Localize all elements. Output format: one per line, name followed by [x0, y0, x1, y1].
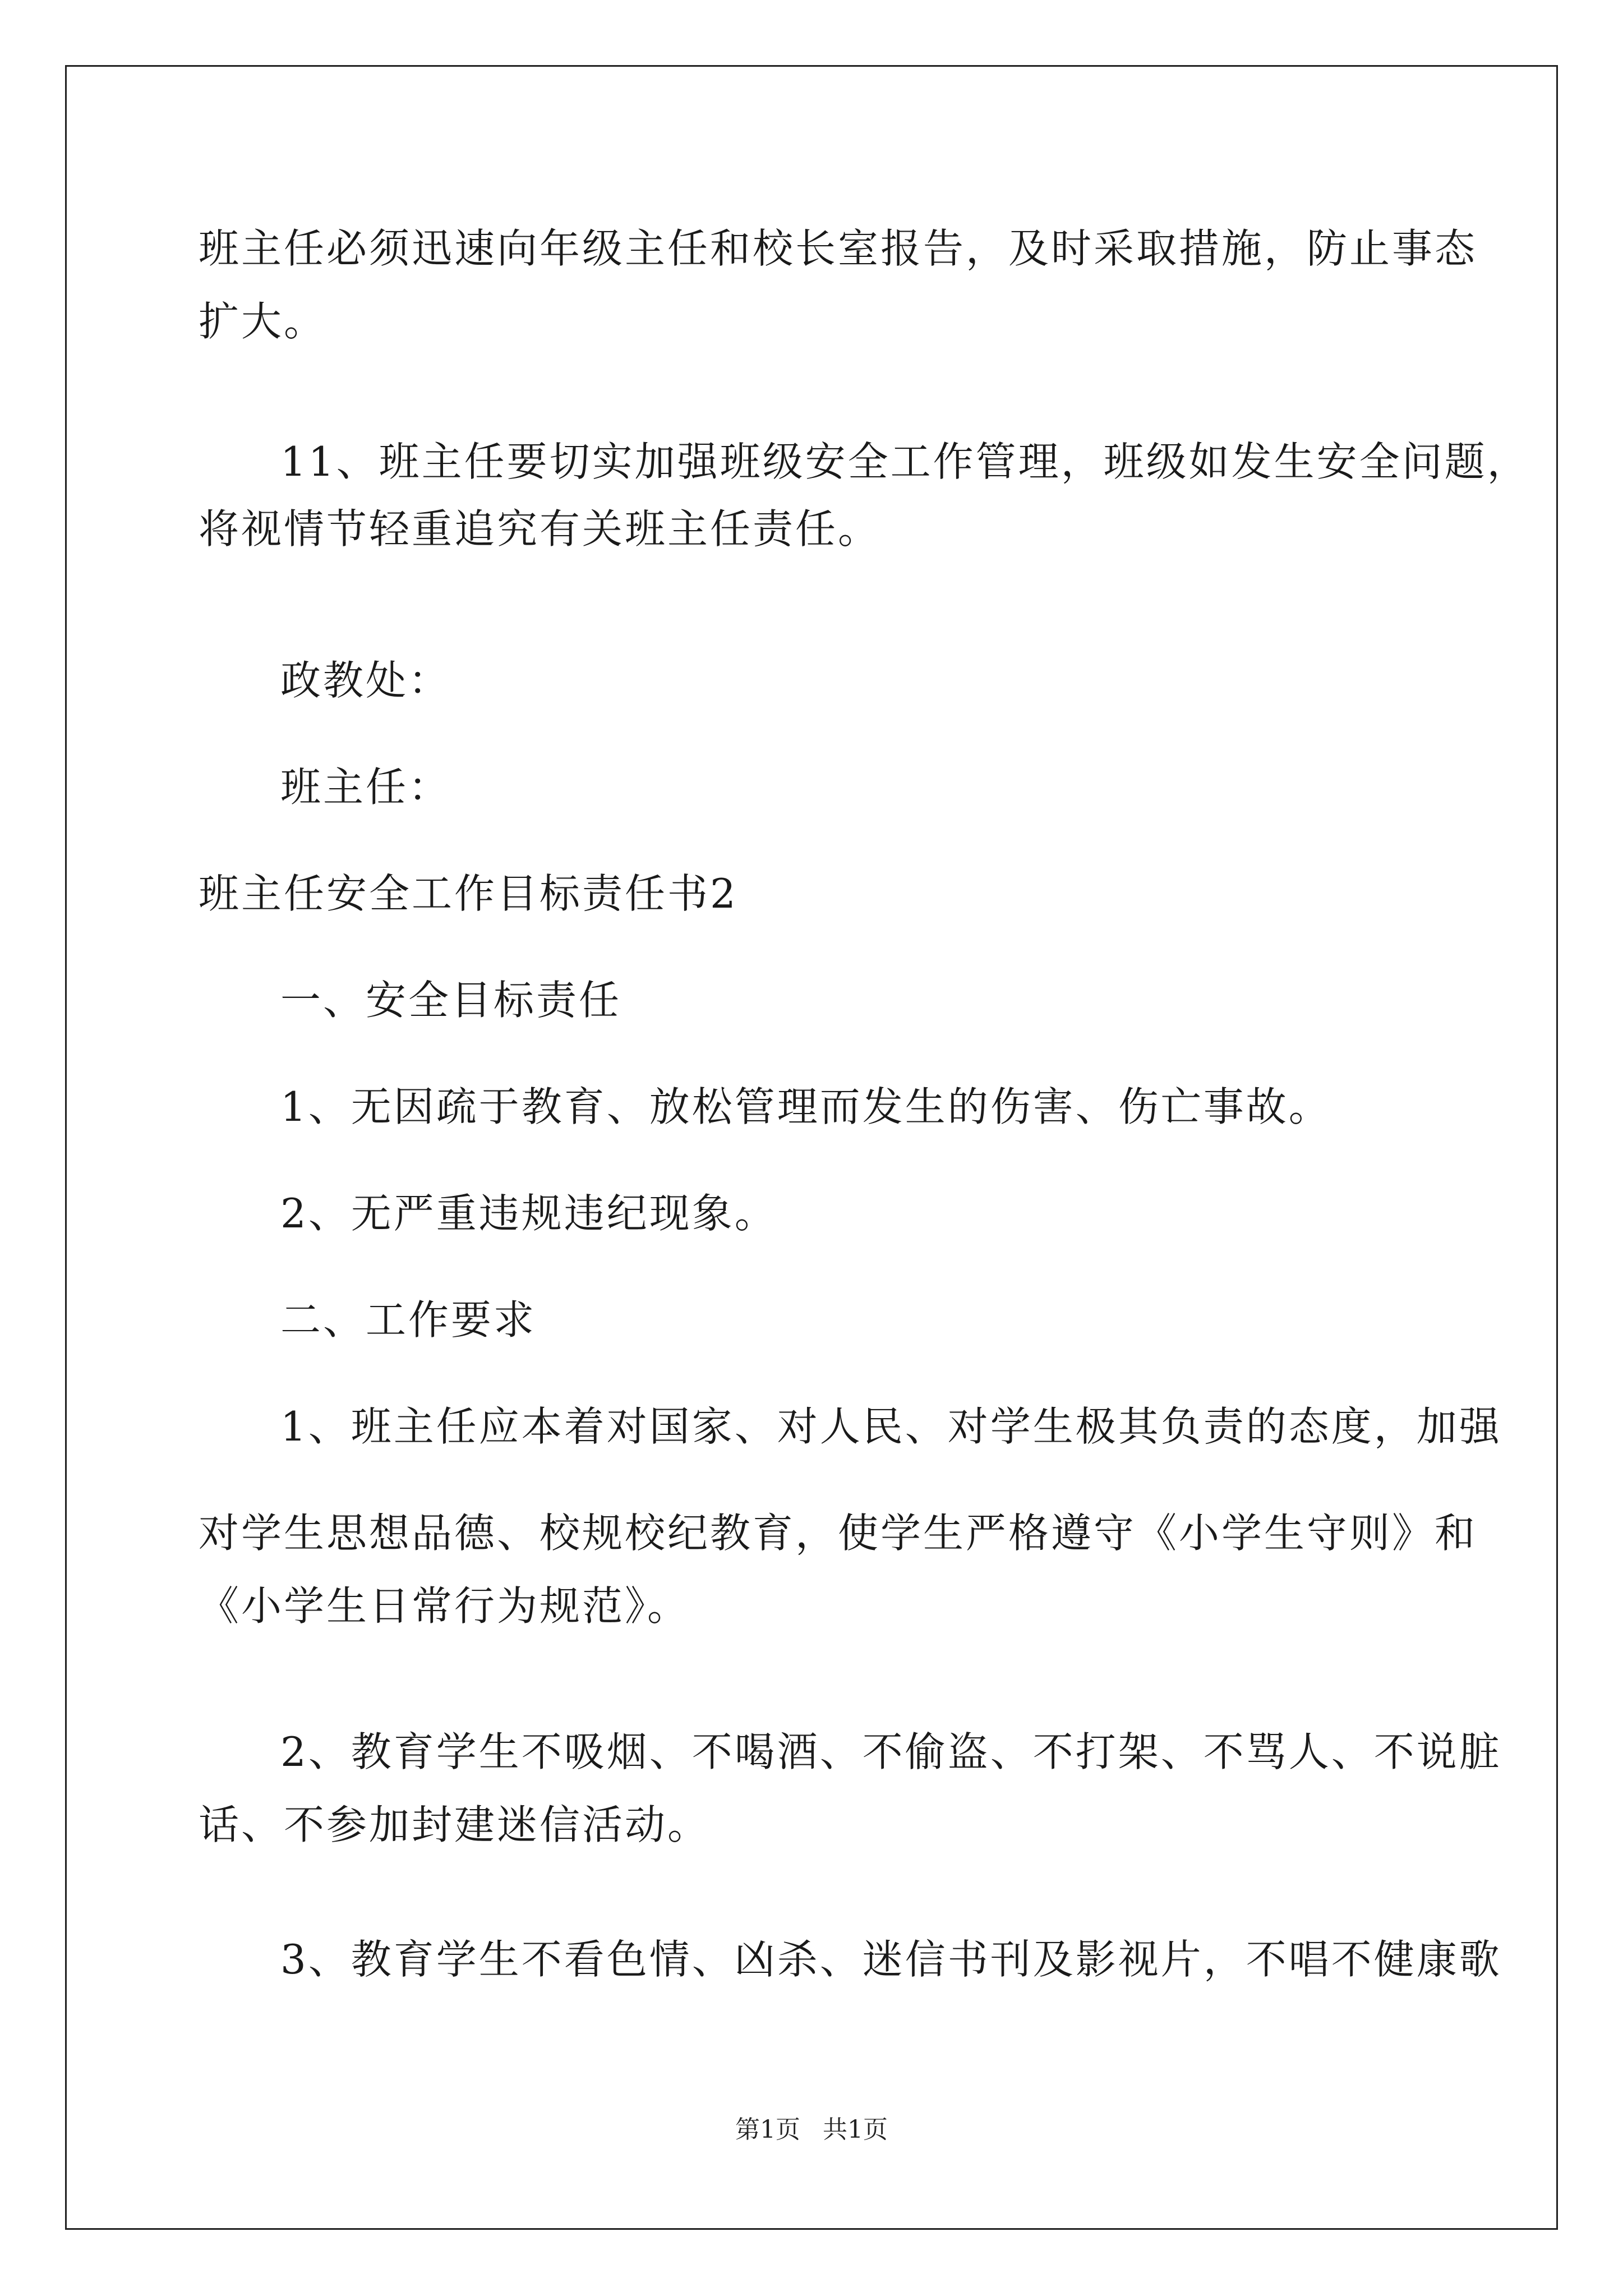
section-heading: 二、工作要求 — [280, 1296, 537, 1343]
page-border — [65, 65, 1558, 2230]
text-line: 1、班主任应本着对国家、对人民、对学生极其负责的态度，加强 — [280, 1403, 1502, 1450]
page-number: 第1页 — [735, 2115, 800, 2144]
text-line: 《小学生日常行为规范》。 — [199, 1582, 690, 1630]
section-label: 班主任： — [280, 763, 451, 811]
text-line: 对学生思想品德、校规校纪教育，使学生严格遵守《小学生守则》和 — [199, 1510, 1478, 1557]
page-total: 共1页 — [823, 2115, 888, 2144]
text-line: 扩大。 — [199, 298, 327, 345]
section-heading: 一、安全目标责任 — [280, 977, 622, 1024]
text-line: 2、教育学生不吸烟、不喝酒、不偷盗、不打架、不骂人、不说脏 — [280, 1728, 1502, 1775]
text-line: 1、无因疏于教育、放松管理而发生的伤害、伤亡事故。 — [280, 1083, 1331, 1130]
text-line: 11、班主任要切实加强班级安全工作管理，班级如发生安全问题， — [280, 438, 1530, 485]
text-line: 2、无严重违规违纪现象。 — [280, 1190, 777, 1237]
document-heading: 班主任安全工作目标责任书2 — [199, 870, 738, 917]
text-line: 话、不参加封建迷信活动。 — [199, 1801, 711, 1848]
text-line: 将视情节轻重追究有关班主任责任。 — [199, 505, 881, 553]
section-label: 政教处： — [280, 657, 451, 704]
page-footer — [0, 2115, 1623, 2144]
text-line: 3、教育学生不看色情、凶杀、迷信书刊及影视片，不唱不健康歌 — [280, 1936, 1502, 1983]
text-line: 班主任必须迅速向年级主任和校长室报告，及时采取措施，防止事态 — [199, 225, 1478, 272]
